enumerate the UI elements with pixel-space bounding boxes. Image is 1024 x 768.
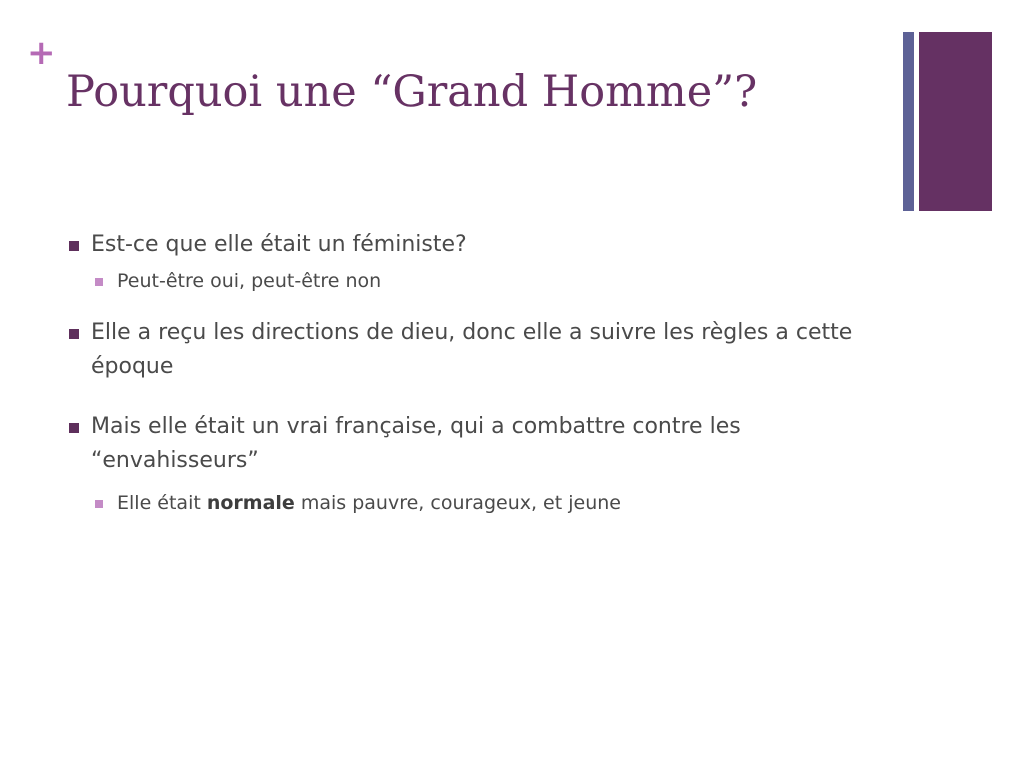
bullet-item xyxy=(66,228,866,262)
bullet-item xyxy=(66,410,866,478)
sub-bullet-text: Peut-être oui, peut-être non xyxy=(117,270,382,292)
square-sub-bullet-icon xyxy=(95,278,103,286)
slide-title: Pourquoi une “Grand Homme”? xyxy=(66,67,758,117)
sub-bullet-text-prefix: Elle était xyxy=(117,492,207,514)
bullet-list xyxy=(66,228,866,518)
square-sub-bullet-icon xyxy=(95,500,103,508)
sub-bullet-item xyxy=(92,266,866,296)
square-bullet-icon xyxy=(69,423,79,433)
bullet-text: Elle a reçu les directions de dieu, donc elle a suivre les règles a cette époque xyxy=(91,320,853,379)
sub-bullet-bold-word: normale xyxy=(206,492,295,514)
decorative-bar-thin xyxy=(903,32,914,211)
bullet-text: Est-ce que elle était un féministe? xyxy=(91,232,467,257)
square-bullet-icon xyxy=(69,241,79,251)
plus-icon: + xyxy=(27,33,56,73)
decorative-bar-thick xyxy=(919,32,992,211)
square-bullet-icon xyxy=(69,329,79,339)
bullet-text: Mais elle était un vrai française, qui a combattre contre les “envahisseurs” xyxy=(91,414,741,473)
sub-bullet-item xyxy=(92,488,866,518)
sub-bullet-text-suffix: mais pauvre, courageux, et jeune xyxy=(294,492,621,514)
bullet-item xyxy=(66,316,866,384)
